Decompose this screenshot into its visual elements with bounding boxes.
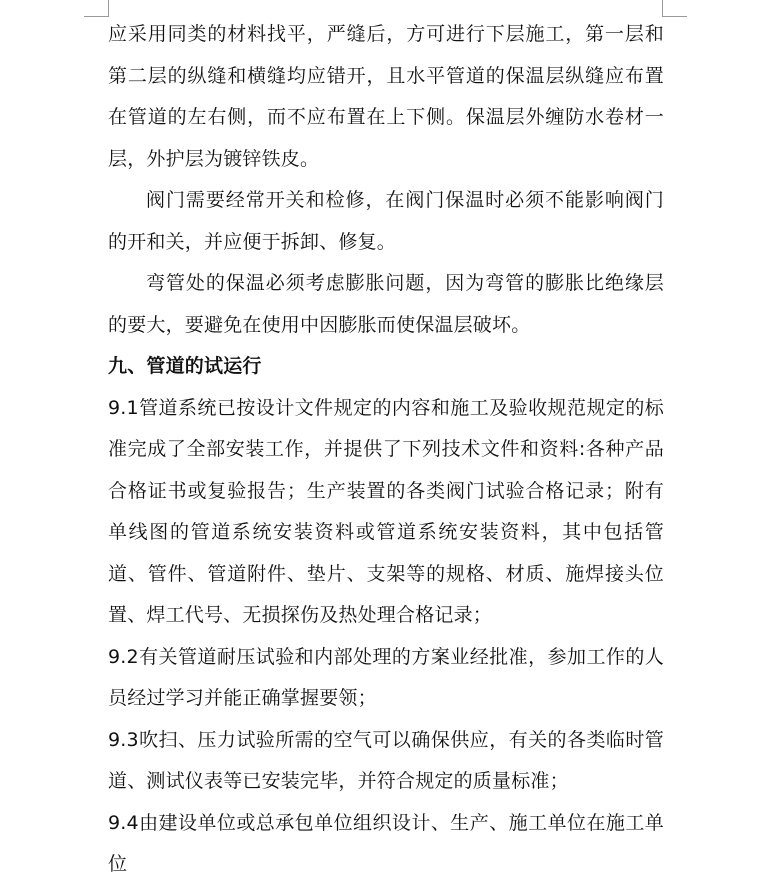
paragraph-bend-insulation: 弯管处的保温必须考虑膨胀问题，因为弯管的膨胀比绝缘层的要大，要避免在使用中因膨胀而使保温层破坏。 [108, 272, 664, 336]
document-body [108, 14, 664, 886]
section-heading: 九、管道的试运行 [108, 355, 262, 377]
list-item-9-2: 9.2有关管道耐压试验和内部处理的方案业经批准，参加工作的人员经过学习并能正确掌握要领； [108, 645, 664, 709]
list-item-9-1: 9.1管道系统已按设计文件规定的内容和施工及验收规范规定的标准完成了全部安装工作，并提供了下列技术文件和资料:各种产品合格证书或复验报告；生产装置的各类阀门试验合格记录；附有单线图的管道系统安装资料或管道系统安装资料，其中包括管道、管件、管道附件、垫片、支架等的规格、材质、施焊接头位置、焊工代号、无损探伤及热处理合格记录； [108, 396, 664, 626]
list-item-9-4: 9.4由建设单位或总承包单位组织设计、生产、施工单位在施工单位 [108, 811, 664, 875]
paragraph-valve-insulation: 阀门需要经常开关和检修，在阀门保温时必须不能影响阀门的开和关，并应便于拆卸、修复。 [108, 189, 664, 253]
paragraph-insulation-layers: 应采用同类的材料找平，严缝后，方可进行下层施工，第一层和第二层的纵缝和横缝均应错开，且水平管道的保温层纵缝应布置在管道的左右侧，而不应布置在上下侧。保温层外缠防水卷材一层，外护层为镀锌铁皮。 [108, 23, 664, 170]
crop-mark-right [662, 0, 687, 17]
list-item-9-3: 9.3吹扫、压力试验所需的空气可以确保供应，有关的各类临时管道、测试仪表等已安装完毕，并符合规定的质量标准； [108, 728, 664, 792]
crop-mark-left [84, 0, 109, 17]
